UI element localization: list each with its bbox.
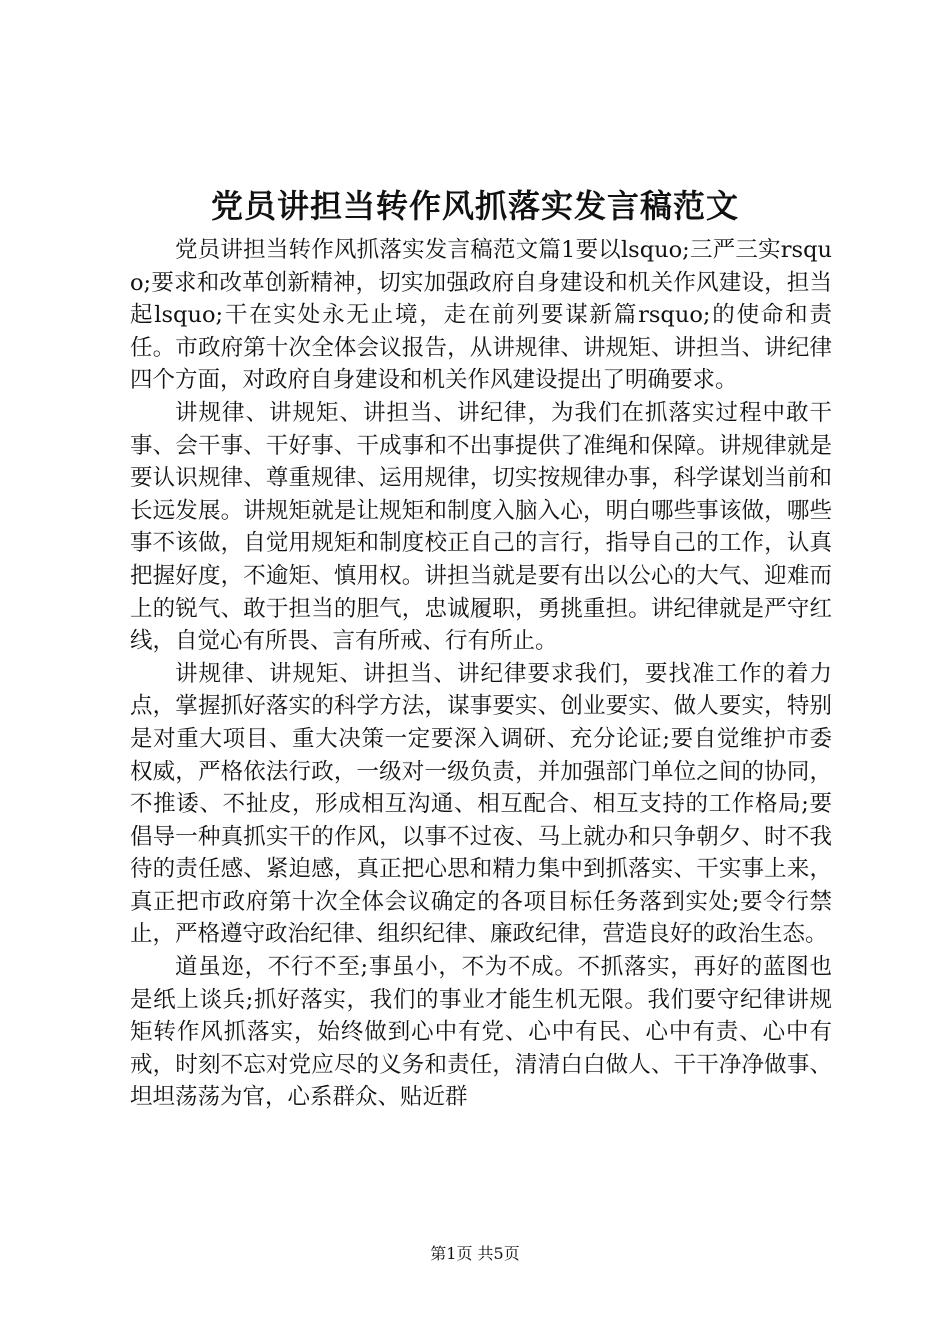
paragraph: 讲规律、讲规矩、讲担当、讲纪律要求我们，要找准工作的着力点，掌握抓好落实的科学方法，谋事要实、创业要实、做人要实，特别是对重大项目、重大决策一定要深入调研、充分论证;要自觉维护市委权威，严格依法行政，一级对一级负责，并加强部门单位之间的协同，不推诿、不扯皮，形成相互沟通、相互配合、相互支持的工作格局;要倡导一种真抓实干的作风，以事不过夜、马上就办和只争朝夕、时不我待的责任感、紧迫感，真正把心思和精力集中到抓落实、干实事上来，真正把市政府第十次全体会议确定的各项目标任务落到实处;要令行禁止，严格遵守政治纪律、组织纪律、廉政纪律，营造良好的政治生态。: [130, 660, 832, 948]
document-body: [130, 234, 832, 1114]
paragraph: 党员讲担当转作风抓落实发言稿范文篇1要以lsquo;三严三实rsquo;要求和改革创新精神，切实加强政府自身建设和机关作风建设，担当起lsquo;干在实处永无止境，走在前列要谋新篇rsquo;的使命和责任。市政府第十次全体会议报告，从讲规律、讲规矩、讲担当、讲纪律四个方面，对政府自身建设和机关作风建设提出了明确要求。: [130, 237, 832, 394]
paragraph: 道虽迩，不行不至;事虽小，不为不成。不抓落实，再好的蓝图也是纸上谈兵;抓好落实，我们的事业才能生机无限。我们要守纪律讲规矩转作风抓落实，始终做到心中有党、心中有民、心中有责、心中有戒，时刻不忘对党应尽的义务和责任，清清白白做人、干干净净做事、坦坦荡荡为官，心系群众、贴近群: [130, 954, 832, 1111]
page-number-footer: 第1页 共5页: [430, 1244, 520, 1263]
document-title: 党员讲担当转作风抓落实发言稿范文: [210, 187, 739, 225]
paragraph: 讲规律、讲规矩、讲担当、讲纪律，为我们在抓落实过程中敢干事、会干事、干好事、干成事和不出事提供了准绳和保障。讲规律就是要认识规律、尊重规律、运用规律，切实按规律办事，科学谋划当前和长远发展。讲规矩就是让规矩和制度入脑入心，明白哪些事该做，哪些事不该做，自觉用规矩和制度校正自己的言行，指导自己的工作，认真把握好度，不逾矩、慎用权。讲担当就是要有出以公心的大气、迎难而上的锐气、敢于担当的胆气，忠诚履职，勇挑重担。讲纪律就是严守红线，自觉心有所畏、言有所戒、行有所止。: [130, 399, 832, 655]
